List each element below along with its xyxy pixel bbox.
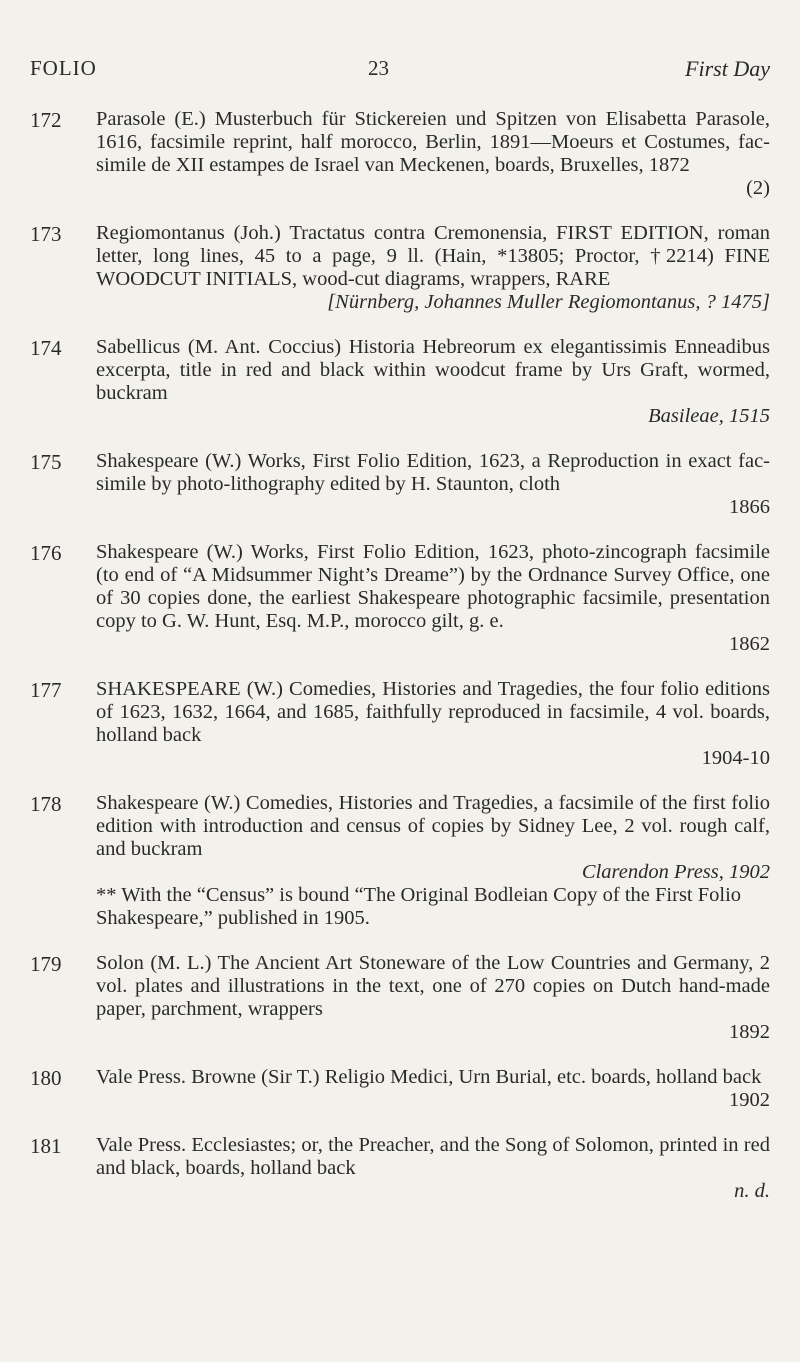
- lot-entry: [30, 108, 770, 200]
- lot-date: [Nürnberg, Johannes Muller Regiomontanus, ? 1475]: [327, 291, 770, 313]
- lot-number: 181: [30, 1134, 62, 1158]
- lot-number: 180: [30, 1066, 62, 1090]
- lot-entry: [30, 450, 770, 519]
- lot-description: Vale Press. Browne (Sir T.) Religio Medici, Urn Burial, etc. boards, holland back: [96, 1066, 762, 1088]
- lot-date: 1866: [729, 496, 770, 518]
- lot-description: Shakespeare (W.) Works, First Folio Edition, 1623, photo-zincograph facsimile (to end of “A Midsummer Night’s Dreame”) by the Ordnance Survey Office, one of 30 copies done, the earliest Shakespeare photographic facsimile, presentation copy to G. W. Hunt, Esq. M.P., morocco gilt, g. e.: [96, 541, 770, 632]
- lot-number: 178: [30, 792, 62, 816]
- lot-number: 172: [30, 108, 62, 132]
- lot-number: 175: [30, 450, 62, 474]
- lot-number: 176: [30, 541, 62, 565]
- lot-description: SHAKESPEARE (W.) Comedies, Histories and Tragedies, the four folio editions of 1623, 1632, 1664, and 1685, faithfully reproduced in facsimile, 4 vol. boards, holland back: [96, 678, 770, 746]
- lot-entry: [30, 678, 770, 770]
- lot-description: Regiomontanus (Joh.) Tractatus contra Cremonensia, FIRST EDITION, roman letter, long lines, 45 to a page, 9 ll. (Hain, *13805; Proctor, †2214) FINE WOODCUT INITIALS, wood-cut diagrams, wrappers, RARE: [96, 222, 770, 290]
- lot-description: Parasole (E.) Musterbuch für Stickereien und Spitzen von Elisabetta Parasole, 1616, facsimile reprint, half morocco, Berlin, 1891—Moeurs et Costumes, fac-simile de XII estampes de Israel van Meckenen, boards, Bruxelles, 1872: [96, 108, 770, 176]
- running-head: [30, 56, 770, 96]
- lot-description: Shakespeare (W.) Comedies, Histories and Tragedies, a facsimile of the first folio edition with introduction and census of copies by Sidney Lee, 2 vol. rough calf, and buckram: [96, 792, 770, 860]
- lot-date: 1904-10: [701, 747, 770, 769]
- lot-number: 174: [30, 336, 62, 360]
- lot-entry: [30, 541, 770, 656]
- lot-description: Solon (M. L.) The Ancient Art Stoneware of the Low Countries and Germany, 2 vol. plates and illustrations in the text, one of 270 copies on Dutch hand-made paper, parchment, wrappers: [96, 952, 770, 1020]
- lot-entry: [30, 952, 770, 1044]
- lot-description: Shakespeare (W.) Works, First Folio Edition, 1623, a Reproduction in exact fac-simile by photo-lithography edited by H. Staunton, cloth: [96, 450, 770, 495]
- lot-entry: [30, 222, 770, 314]
- lot-entry: [30, 1066, 770, 1112]
- lot-description: Sabellicus (M. Ant. Coccius) Historia Hebreorum ex elegantissimis Enneadibus excerpta, title in red and black within woodcut frame by Urs Graft, wormed, buckram: [96, 336, 770, 404]
- page-number: 23: [368, 56, 389, 80]
- lot-entry: [30, 1134, 770, 1203]
- lot-date: Clarendon Press, 1902: [581, 861, 770, 883]
- lot-number: 173: [30, 222, 62, 246]
- lot-entry: [30, 792, 770, 930]
- lot-date: 1892: [729, 1021, 770, 1043]
- page-title: First Day: [685, 56, 770, 81]
- lot-description: Vale Press. Ecclesiastes; or, the Preacher, and the Song of Solomon, printed in red and black, boards, holland back: [96, 1134, 770, 1179]
- lot-entry: [30, 336, 770, 428]
- lot-date: (2): [746, 177, 770, 199]
- lot-date: n. d.: [734, 1180, 770, 1202]
- section-label: FOLIO: [30, 56, 97, 80]
- lot-date: Basileae, 1515: [648, 405, 770, 427]
- lot-number: 179: [30, 952, 62, 976]
- lot-number: 177: [30, 678, 62, 702]
- lot-list: [30, 96, 770, 1203]
- lot-date: 1862: [729, 633, 770, 655]
- lot-date: 1902: [729, 1089, 770, 1111]
- lot-note: ** With the “Census” is bound “The Original Bodleian Copy of the First Folio Shakespeare,” published in 1905.: [96, 884, 742, 929]
